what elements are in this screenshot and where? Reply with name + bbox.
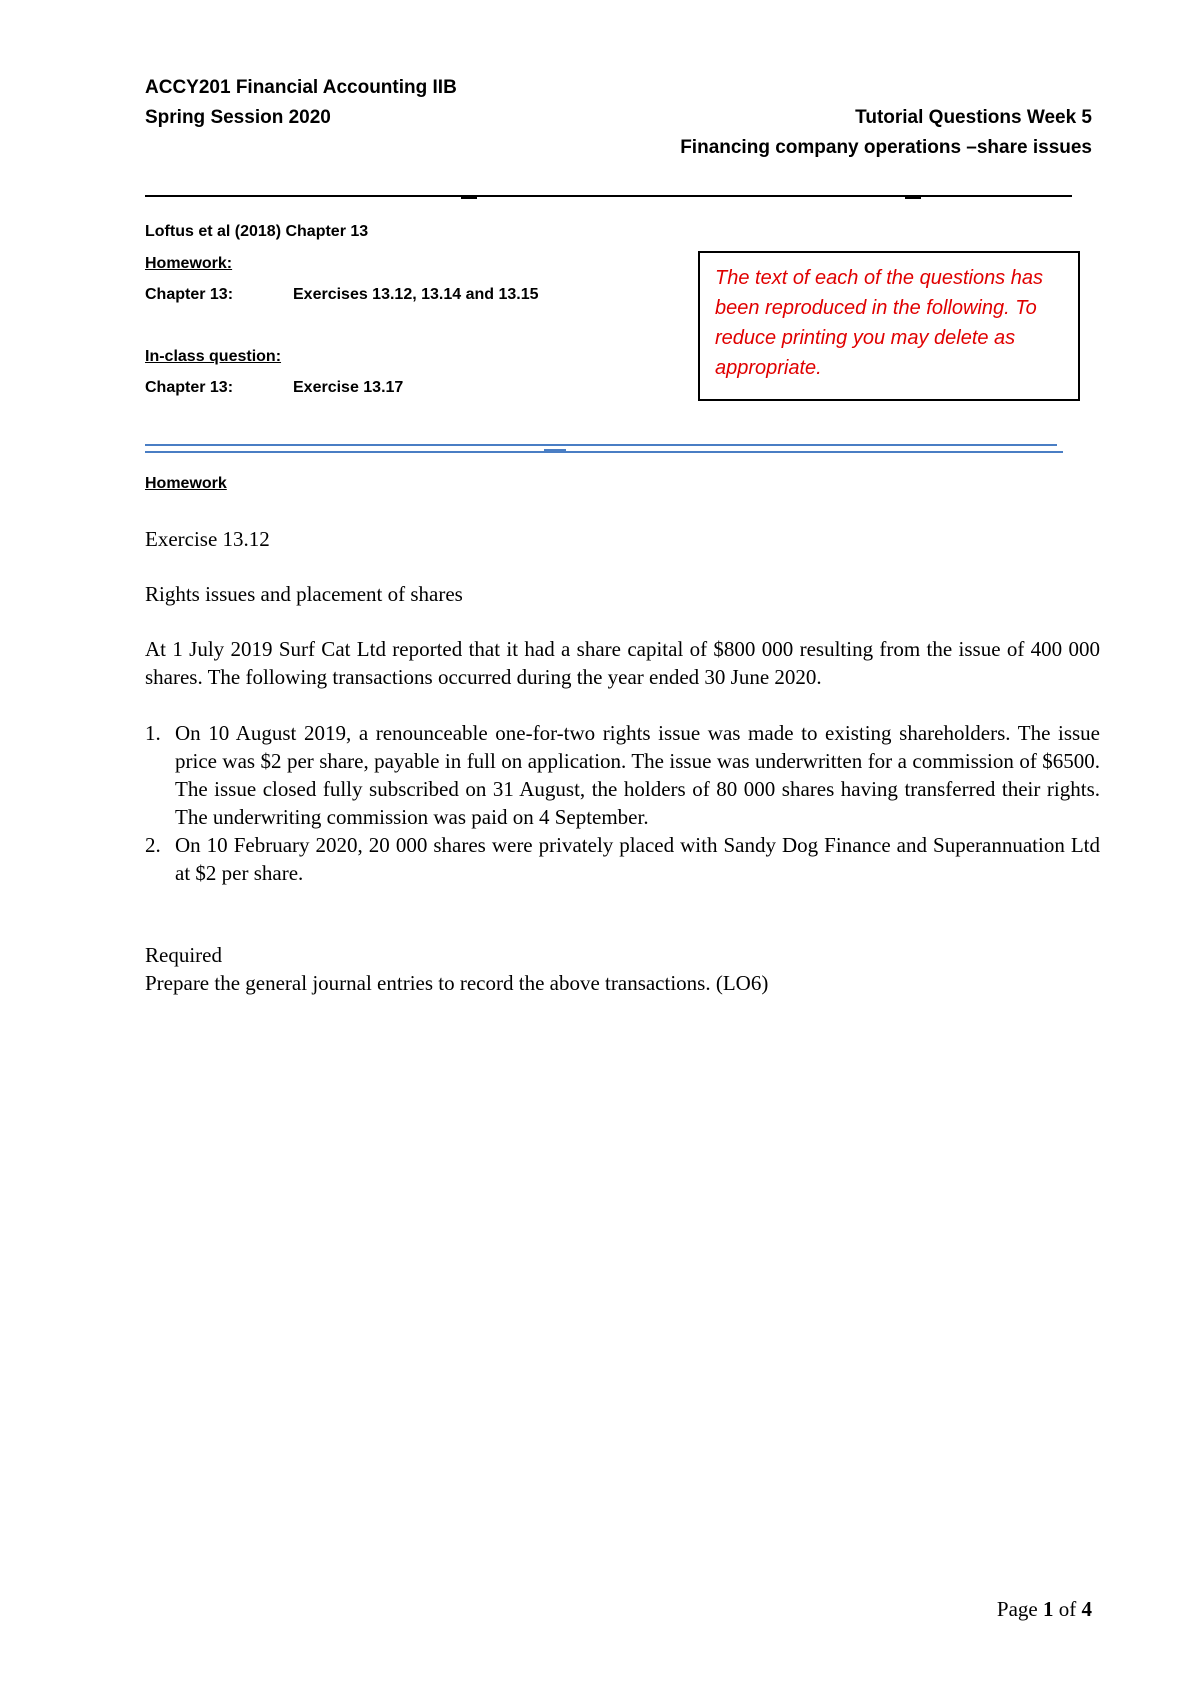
page-number: Page 1 of 4 [996,1597,1092,1621]
exercise-subtitle: Rights issues and placement of shares [145,582,463,606]
course-title: ACCY201 Financial Accounting IIB [145,77,457,98]
list-item: 1. On 10 August 2019, a renounceable one-for-two rights issue was made to existing shareholders. The issue price was $2 per share, payable in full on application. The issue was underwritten for a commission of $6500. The issue closed fully subscribed on 31 August, the holders of 80 000 shares having transferred their rights. The underwriting commission was paid on 4 September. [145,721,1100,829]
header-divider [145,195,1072,197]
printing-note-text: The text of each of the questions has been reproduced in the following. To reduce printing you may delete as appropriate. [715,267,1043,379]
reading-reference: Loftus et al (2018) Chapter 13 [145,223,369,240]
printing-note [698,251,1080,401]
transaction-list [145,719,1100,887]
homework-label: Homework: [145,255,233,272]
inclass-exercise: Exercise 13.17 [293,379,404,396]
topic-title: Financing company operations –share issues [680,137,1092,158]
required-text: Prepare the general journal entries to record the above transactions. (LO6) [145,971,769,995]
required-label: Required [145,943,222,967]
tutorial-title: Tutorial Questions Week 5 [855,107,1092,128]
inclass-chapter: Chapter 13: [145,379,234,396]
exercise-intro: At 1 July 2019 Surf Cat Ltd reported that it had a share capital of $800 000 resulting from the issue of 400 000 shares. The following transactions occurred during the year ended 30 June 2020. [145,637,1100,689]
homework-chapter: Chapter 13: [145,286,234,303]
inclass-label: In-class question: [145,348,282,365]
list-item: 2. On 10 February 2020, 20 000 shares were privately placed with Sandy Dog Finance and Superannuation Ltd at $2 per share. [145,833,1100,885]
section-divider-bottom [145,451,1063,453]
session-label: Spring Session 2020 [145,107,331,128]
section-divider-top [145,444,1057,446]
homework-exercises: Exercises 13.12, 13.14 and 13.15 [293,286,539,303]
homework-heading: Homework [145,475,227,492]
exercise-title: Exercise 13.12 [145,527,270,551]
